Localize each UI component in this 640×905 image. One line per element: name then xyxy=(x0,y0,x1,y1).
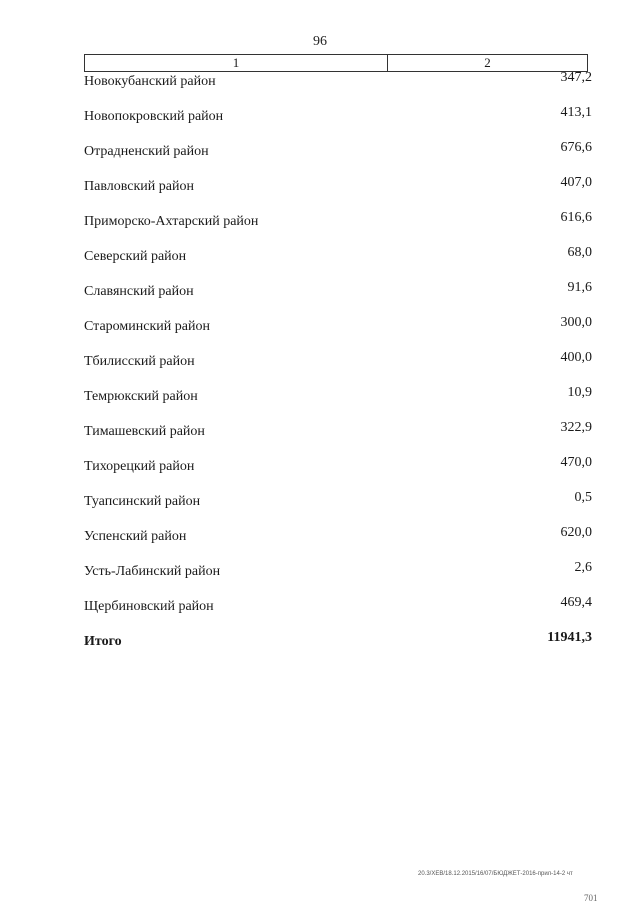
table-row xyxy=(84,385,592,420)
table-row xyxy=(84,525,592,560)
district-name: Павловский район xyxy=(84,179,194,194)
table-row xyxy=(84,420,592,455)
district-value: 347,2 xyxy=(560,70,592,85)
district-value: 676,6 xyxy=(560,140,592,155)
table-row xyxy=(84,175,592,210)
document-code: 20.3/ХЕВ/18.12.2015/16/07/БЮДЖЕТ-2016-прил-14-2 чт xyxy=(418,871,573,877)
district-name: Новопокровский район xyxy=(84,109,224,124)
district-name: Тихорецкий район xyxy=(84,459,195,474)
table-row xyxy=(84,350,592,385)
cut-page-number: 701 xyxy=(584,893,598,903)
district-name: Северский район xyxy=(84,249,187,264)
page-number: 96 xyxy=(313,34,327,49)
table-row xyxy=(84,595,592,630)
table-row xyxy=(84,490,592,525)
district-value: 400,0 xyxy=(560,350,592,365)
district-name: Щербиновский район xyxy=(84,599,214,614)
table-row xyxy=(84,560,592,595)
table-row xyxy=(84,245,592,280)
district-name: Тбилисский район xyxy=(84,354,195,369)
district-name: Туапсинский район xyxy=(84,494,201,509)
table-row xyxy=(84,210,592,245)
district-value: 0,5 xyxy=(574,490,592,505)
district-value: 470,0 xyxy=(560,455,592,470)
district-value: 68,0 xyxy=(567,245,592,260)
table-row xyxy=(84,140,592,175)
table-row xyxy=(84,70,592,105)
total-row xyxy=(84,630,592,665)
district-value: 322,9 xyxy=(560,420,592,435)
district-name: Тимашевский район xyxy=(84,424,205,439)
district-name: Славянский район xyxy=(84,284,194,299)
district-value: 407,0 xyxy=(560,175,592,190)
table-row xyxy=(84,455,592,490)
district-value: 2,6 xyxy=(574,560,592,575)
table-row xyxy=(84,105,592,140)
district-value: 413,1 xyxy=(560,105,592,120)
district-value: 10,9 xyxy=(567,385,592,400)
district-value: 616,6 xyxy=(560,210,592,225)
district-name: Староминский район xyxy=(84,319,210,334)
column-header-1: 1 xyxy=(85,55,388,71)
table-row xyxy=(84,280,592,315)
district-name: Темрюкский район xyxy=(84,389,198,404)
table-body xyxy=(84,70,592,665)
district-name: Отрадненский район xyxy=(84,144,209,159)
district-value: 300,0 xyxy=(560,315,592,330)
district-name: Приморско-Ахтарский район xyxy=(84,214,259,229)
district-value: 469,4 xyxy=(560,595,592,610)
total-label: Итого xyxy=(84,634,122,649)
district-value: 91,6 xyxy=(567,280,592,295)
district-value: 620,0 xyxy=(560,525,592,540)
column-header-2: 2 xyxy=(484,55,491,70)
table-row xyxy=(84,315,592,350)
district-name: Успенский район xyxy=(84,529,187,544)
district-name: Усть-Лабинский район xyxy=(84,564,221,579)
total-value: 11941,3 xyxy=(547,630,592,645)
district-name: Новокубанский район xyxy=(84,74,216,89)
